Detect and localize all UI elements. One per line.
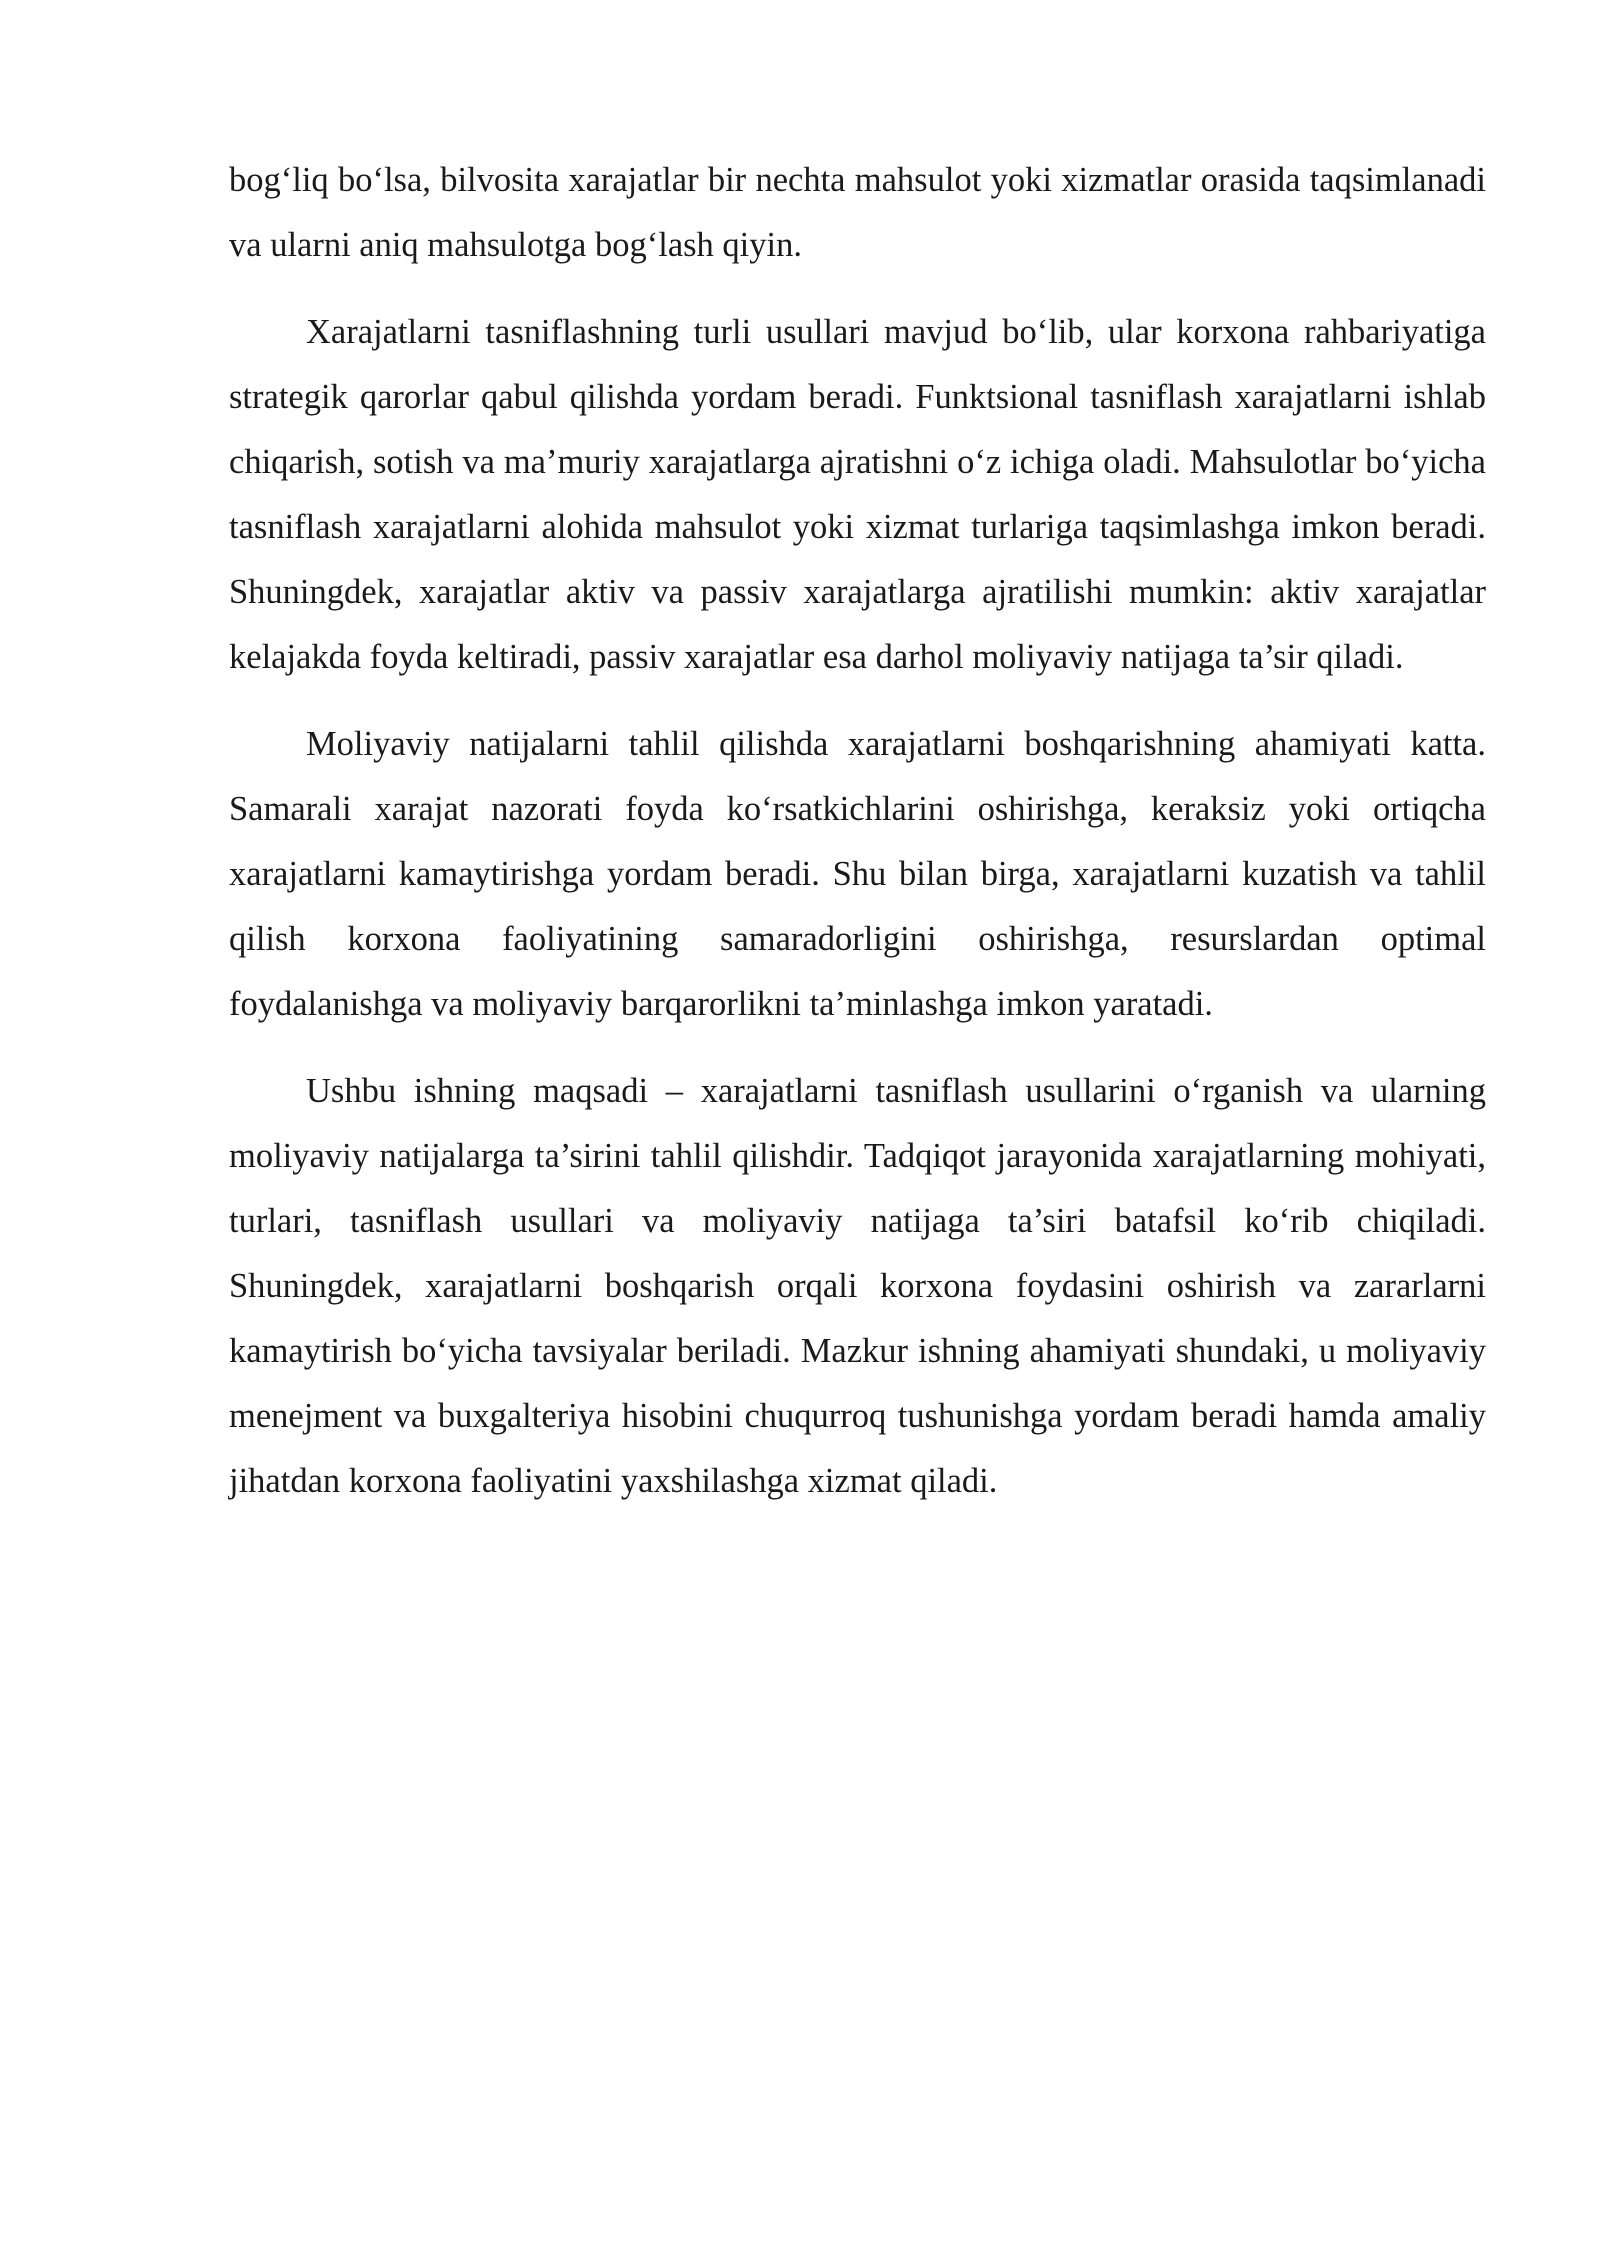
paragraph-research-goal: Ushbu ishning maqsadi – xarajatlarni tasniflash usullarini o‘rganish va ularning moliyaviy natijalarga ta’sirini tahlil qilishdir. Tadqiqot jarayonida xarajatlarning mohiyati, turlari, tasniflash usullari va moliyaviy natijaga ta’siri batafsil ko‘rib chiqiladi. Shuningdek, xarajatlarni boshqarish orqali korxona foydasini oshirish va zararlarni kamaytirish bo‘yicha tavsiyalar beriladi. Mazkur ishning ahamiyati shundaki, u moliyaviy menejment va buxgalteriya hisobini chuqurroq tushunishga yordam beradi hamda amaliy jihatdan korxona faoliyatini yaxshilashga xizmat qiladi. [229, 1072, 1486, 1500]
paragraph-cost-management: Moliyaviy natijalarni tahlil qilishda xarajatlarni boshqarishning ahamiyati katta. Samarali xarajat nazorati foyda ko‘rsatkichlarini oshirishga, keraksiz yoki ortiqcha xarajatlarni kamaytirishga yordam beradi. Shu bilan birga, xarajatlarni kuzatish va tahlil qilish korxona faoliyatining samaradorligini oshirishga, resurslardan optimal foydalanishga va moliyaviy barqarorlikni ta’minlashga imkon yaratadi. [229, 725, 1486, 1023]
document-body [229, 148, 1486, 1536]
paragraph-classification-methods: Xarajatlarni tasniflashning turli usullari mavjud bo‘lib, ular korxona rahbariyatiga strategik qarorlar qabul qilishda yordam beradi. Funktsional tasniflash xarajatlarni ishlab chiqarish, sotish va ma’muriy xarajatlarga ajratishni o‘z ichiga oladi. Mahsulotlar bo‘yicha tasniflash xarajatlarni alohida mahsulot yoki xizmat turlariga taqsimlashga imkon beradi. Shuningdek, xarajatlar aktiv va passiv xarajatlarga ajratilishi mumkin: aktiv xarajatlar kelajakda foyda keltiradi, passiv xarajatlar esa darhol moliyaviy natijaga ta’sir qiladi. [229, 313, 1486, 676]
paragraph-continuation: bog‘liq bo‘lsa, bilvosita xarajatlar bir nechta mahsulot yoki xizmatlar orasida taqsimlanadi va ularni aniq mahsulotga bog‘lash qiyin. [229, 161, 1486, 264]
